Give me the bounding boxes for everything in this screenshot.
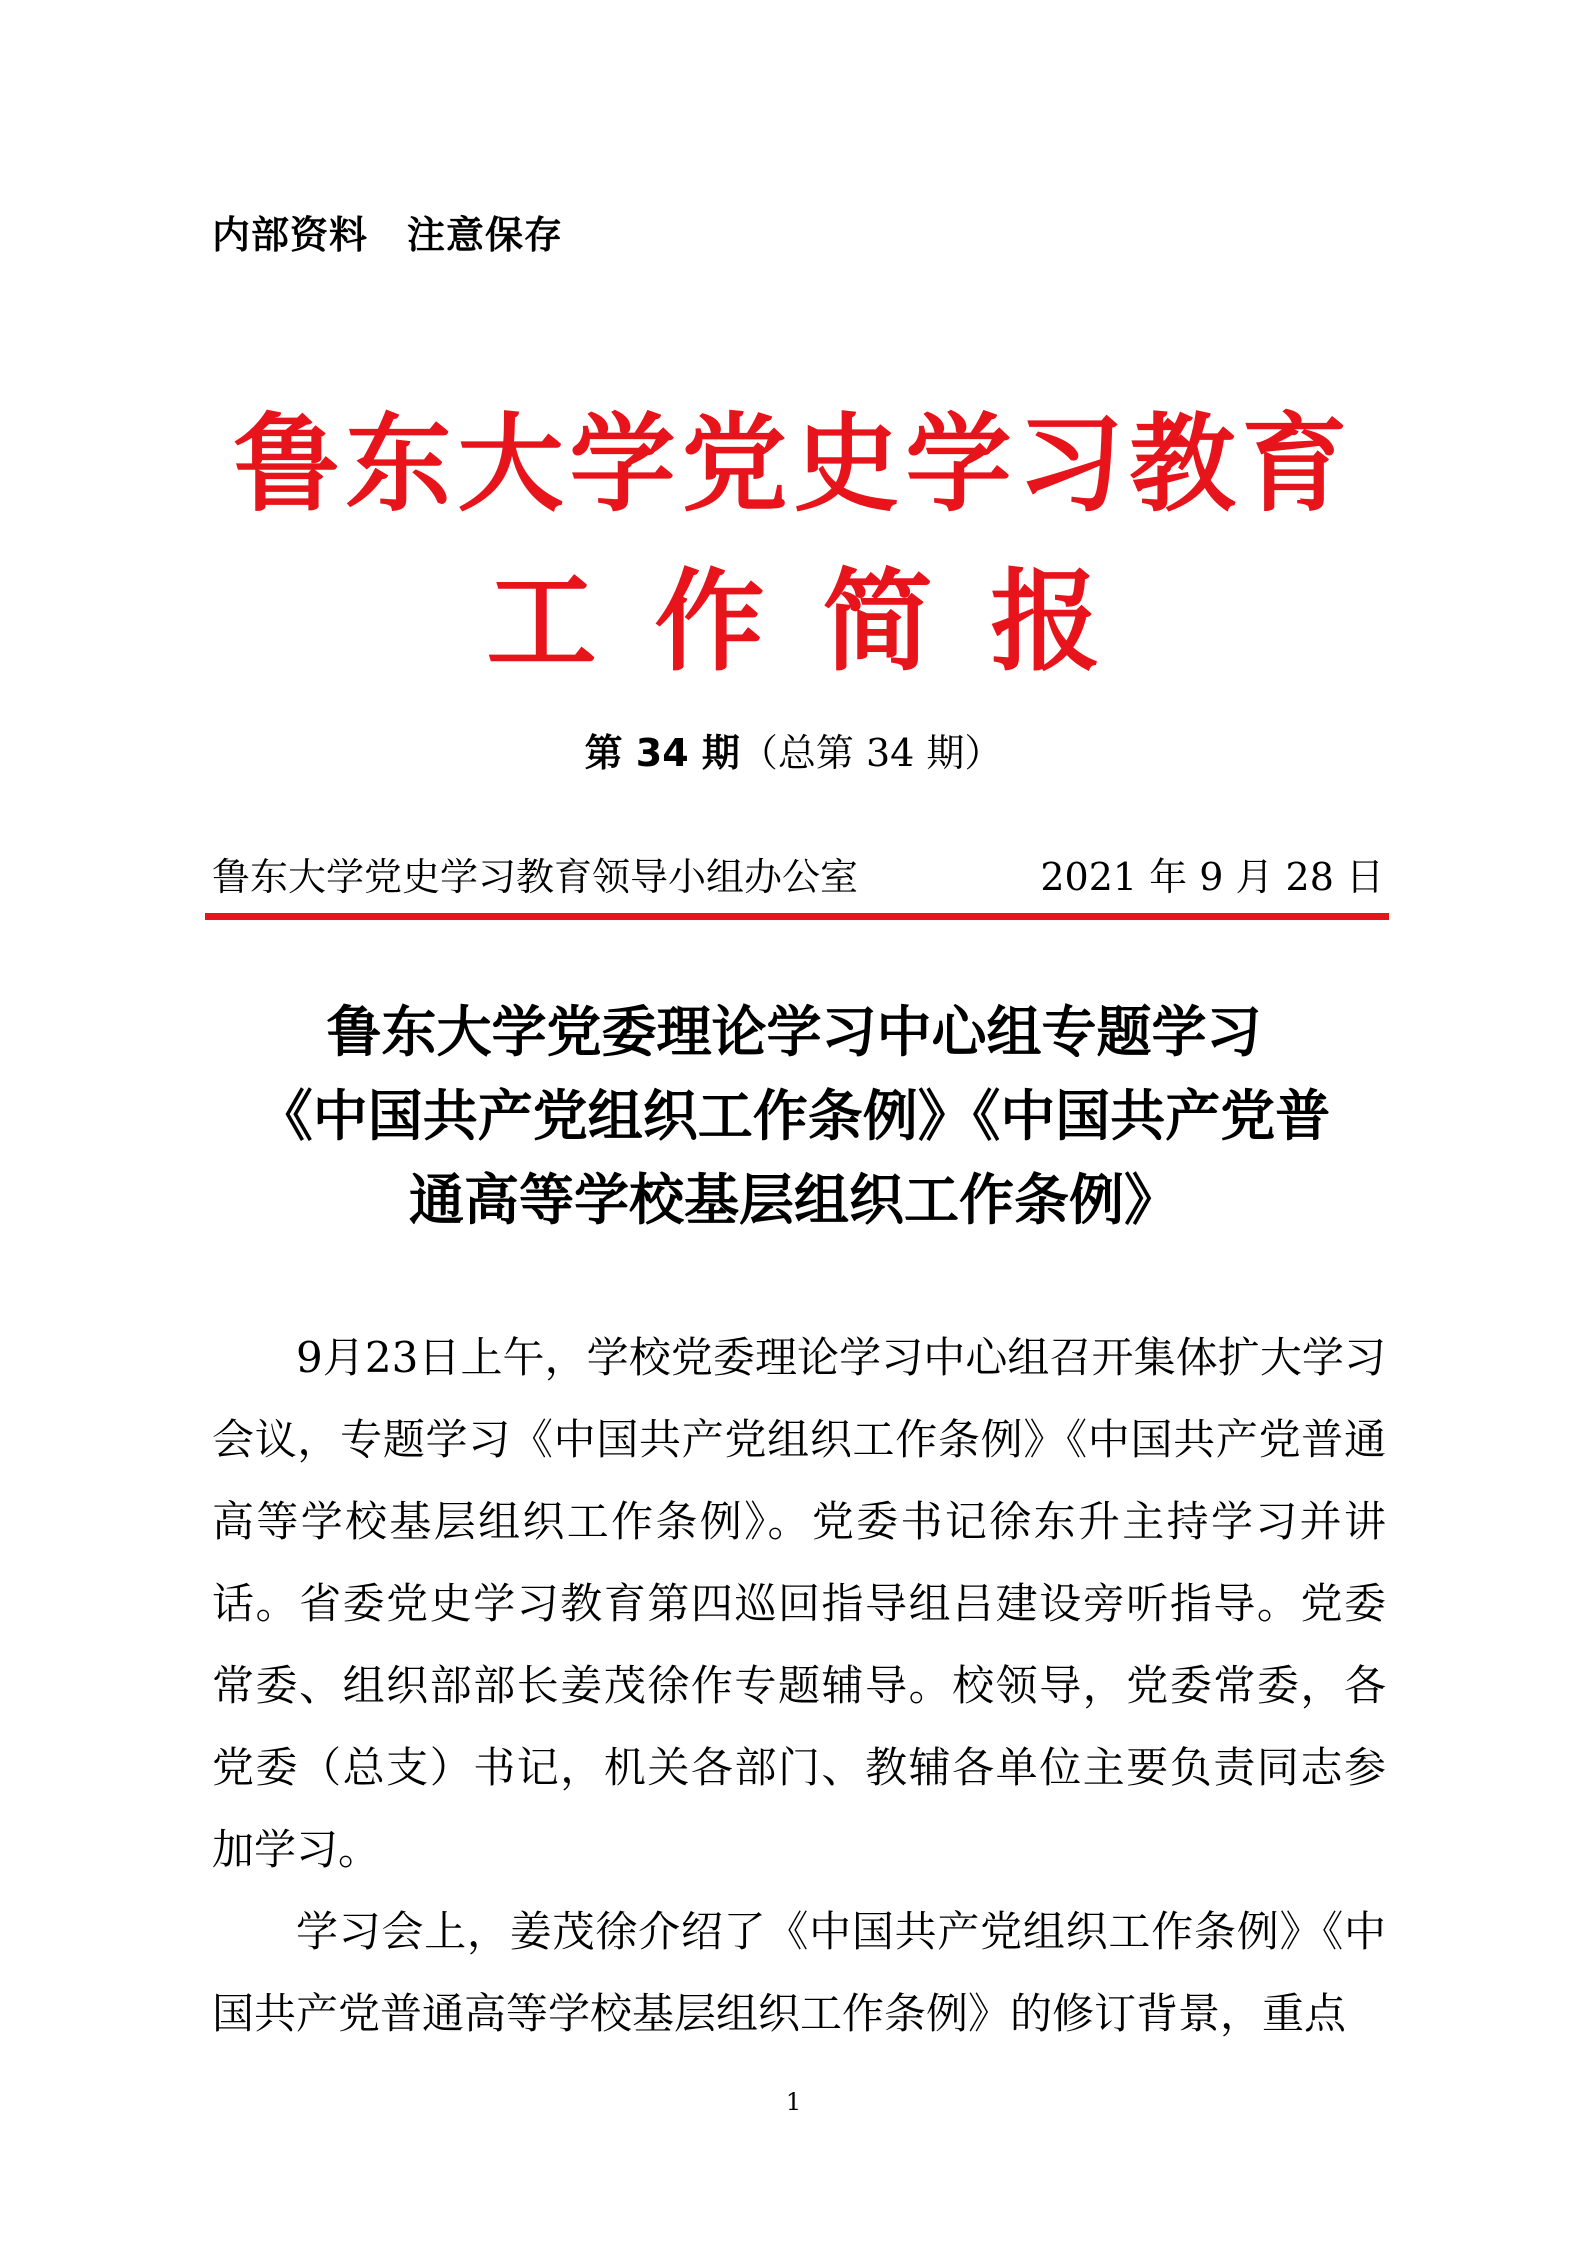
issue-total: （总第 34 期） [739,731,1003,775]
issue-info [0,722,1587,777]
internal-notice: 内部资料 注意保存 [212,213,564,257]
masthead-subtitle: 工作简报 [486,557,1159,686]
issue-number: 第 34 期 [584,731,740,775]
article-paragraph: 学习会上，姜茂徐介绍了《中国共产党组织工作条例》《中国共产党普通高等学校基层组织工作条例》的修订背景，重点 [212,1907,1386,2038]
article-title-line: 鲁东大学党委理论学习中心组专题学习 [326,999,1262,1064]
page-number: 1 [785,2088,802,2116]
red-divider [205,913,1389,920]
article-title-line: 通高等学校基层组织工作条例》 [408,1167,1179,1232]
article-body [212,1317,1386,2055]
article-title-line: 《中国共产党组织工作条例》《中国共产党普 [257,1083,1331,1148]
article-title [200,990,1388,1242]
publisher-row [212,846,1384,901]
article-paragraph: 9月23日上午，学校党委理论学习中心组召开集体扩大学习会议，专题学习《中国共产党组织工作条例》《中国共产党普通高等学校基层组织工作条例》。党委书记徐东升主持学习并讲话。省委党史学习教育第四巡回指导组吕建设旁听指导。党委常委、组织部部长姜茂徐作专题辅导。校领导，党委常委，各党委（总支）书记，机关各部门、教辅各单位主要负责同志参加学习。 [212,1333,1386,1874]
masthead-title: 鲁东大学党史学习教育 [233,401,1354,526]
publish-date: 2021 年 9 月 28 日 [1040,855,1384,899]
publisher-office: 鲁东大学党史学习教育领导小组办公室 [212,855,859,899]
